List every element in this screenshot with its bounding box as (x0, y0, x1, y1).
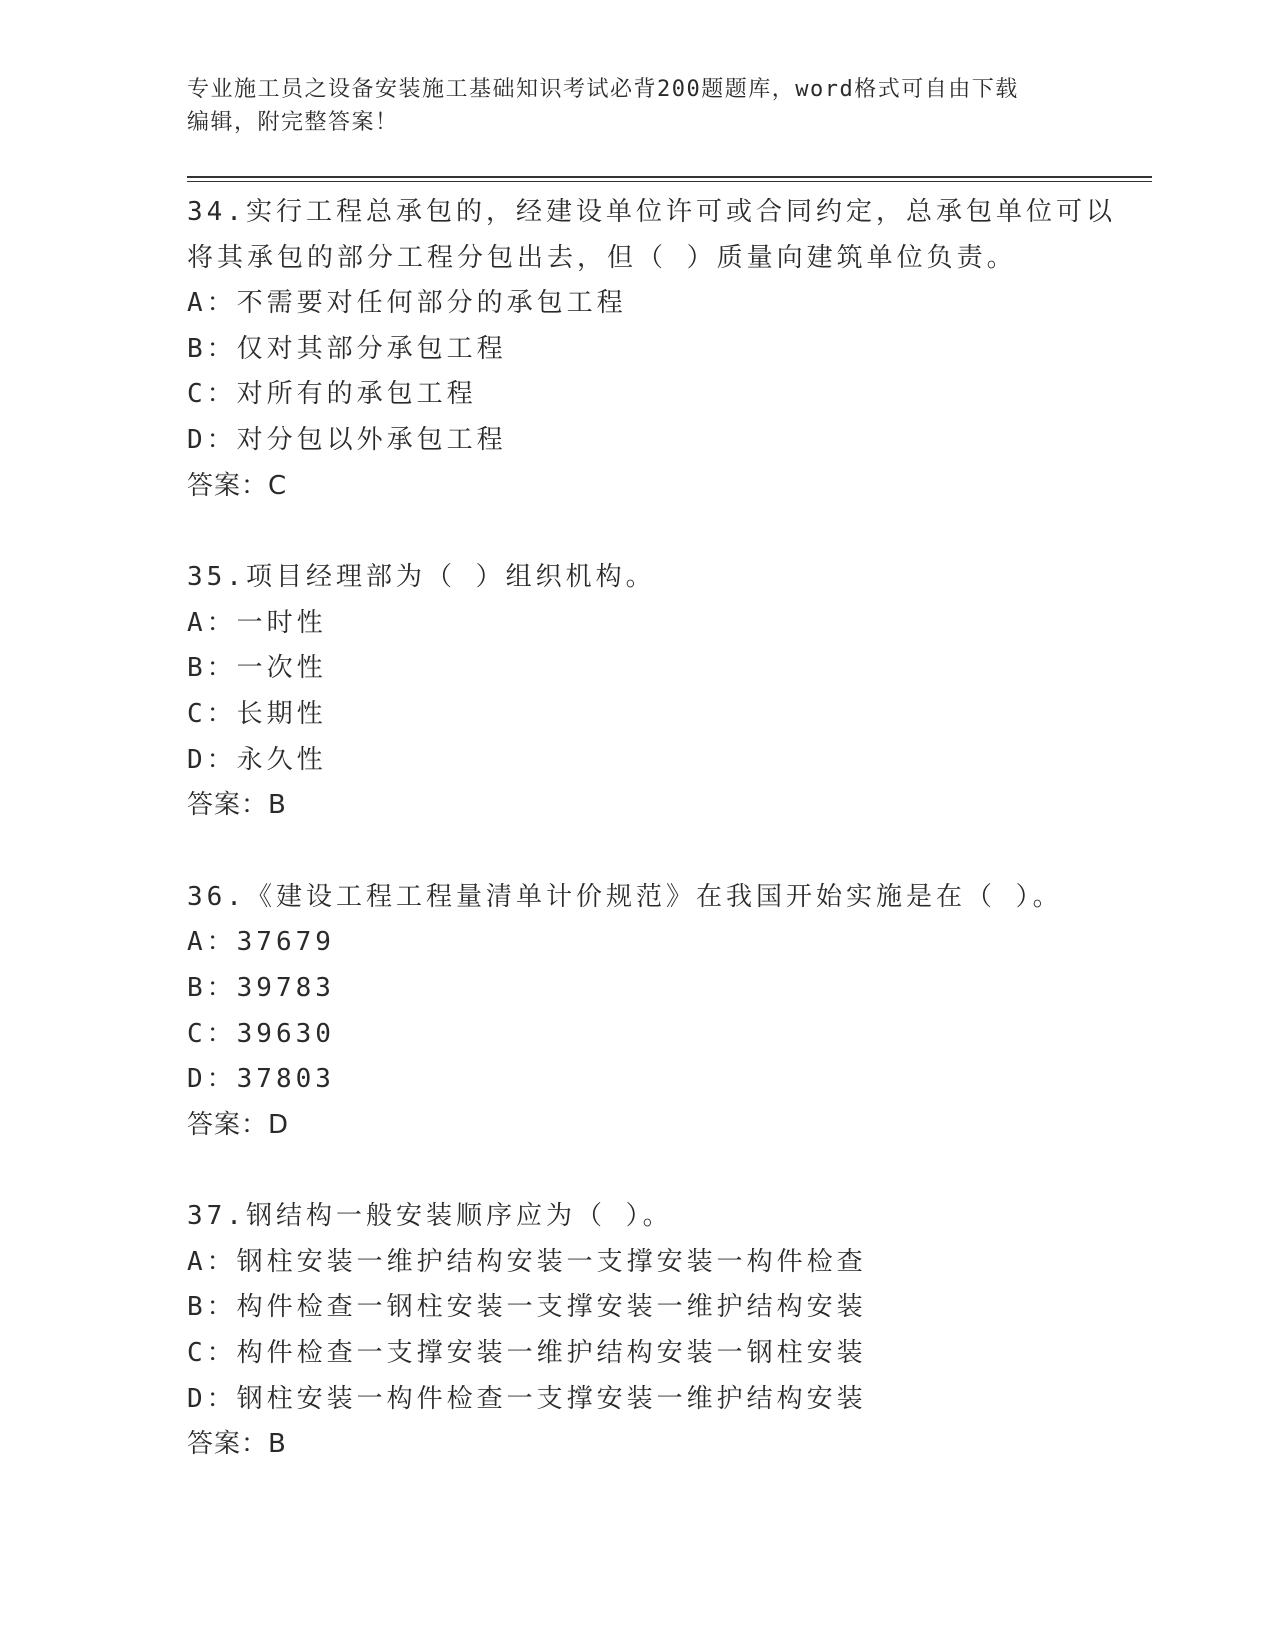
header-line-2: 编辑，附完整答案！ (187, 110, 399, 135)
document-header (187, 73, 1067, 139)
option-d: D：永久性 (187, 744, 327, 775)
option-c: C：构件检查一支撑安装一维护结构安装一钢柱安装 (187, 1338, 867, 1369)
option-b: B：39783 (187, 972, 335, 1003)
question-stem-line: 37.钢结构一般安装顺序应为（ ）。 (187, 1201, 673, 1232)
answer-label: 答案：C (187, 470, 288, 501)
question-35 (187, 555, 1127, 829)
answer-label: 答案：D (187, 1109, 290, 1140)
question-stem-line: 34.实行工程总承包的，经建设单位许可或合同约定，总承包单位可以 (187, 197, 1116, 227)
option-d: D：37803 (187, 1064, 335, 1095)
question-list (187, 190, 1127, 1514)
question-stem-line: 35.项目经理部为（ ）组织机构。 (187, 562, 656, 593)
option-b: B：构件检查一钢柱安装一支撑安装一维护结构安装 (187, 1292, 867, 1323)
option-c: C：对所有的承包工程 (187, 379, 477, 410)
question-37 (187, 1194, 1127, 1468)
option-b: B：仅对其部分承包工程 (187, 333, 507, 364)
header-divider-thick (187, 176, 1152, 178)
question-stem-line: 36.《建设工程工程量清单计价规范》在我国开始实施是在（ ）。 (187, 881, 1063, 912)
option-a: A：钢柱安装一维护结构安装一支撑安装一构件检查 (187, 1246, 867, 1277)
option-b: B：一次性 (187, 653, 327, 684)
header-line-1: 专业施工员之设备安装施工基础知识考试必背200题题库，word格式可自由下载 (187, 77, 1019, 102)
option-a: A：37679 (187, 927, 335, 958)
option-d: D：对分包以外承包工程 (187, 424, 507, 455)
answer-label: 答案：B (187, 1429, 287, 1460)
answer-label: 答案：B (187, 790, 287, 821)
question-stem-line: 将其承包的部分工程分包出去，但（ ）质量向建筑单位负责。 (187, 242, 1017, 273)
question-34 (187, 190, 1127, 509)
option-c: C：长期性 (187, 698, 327, 729)
option-a: A：一时性 (187, 607, 327, 638)
header-divider-thin (187, 181, 1152, 182)
question-36 (187, 875, 1127, 1149)
option-d: D：钢柱安装一构件检查一支撑安装一维护结构安装 (187, 1383, 867, 1414)
option-a: A：不需要对任何部分的承包工程 (187, 288, 627, 319)
option-c: C：39630 (187, 1018, 335, 1049)
